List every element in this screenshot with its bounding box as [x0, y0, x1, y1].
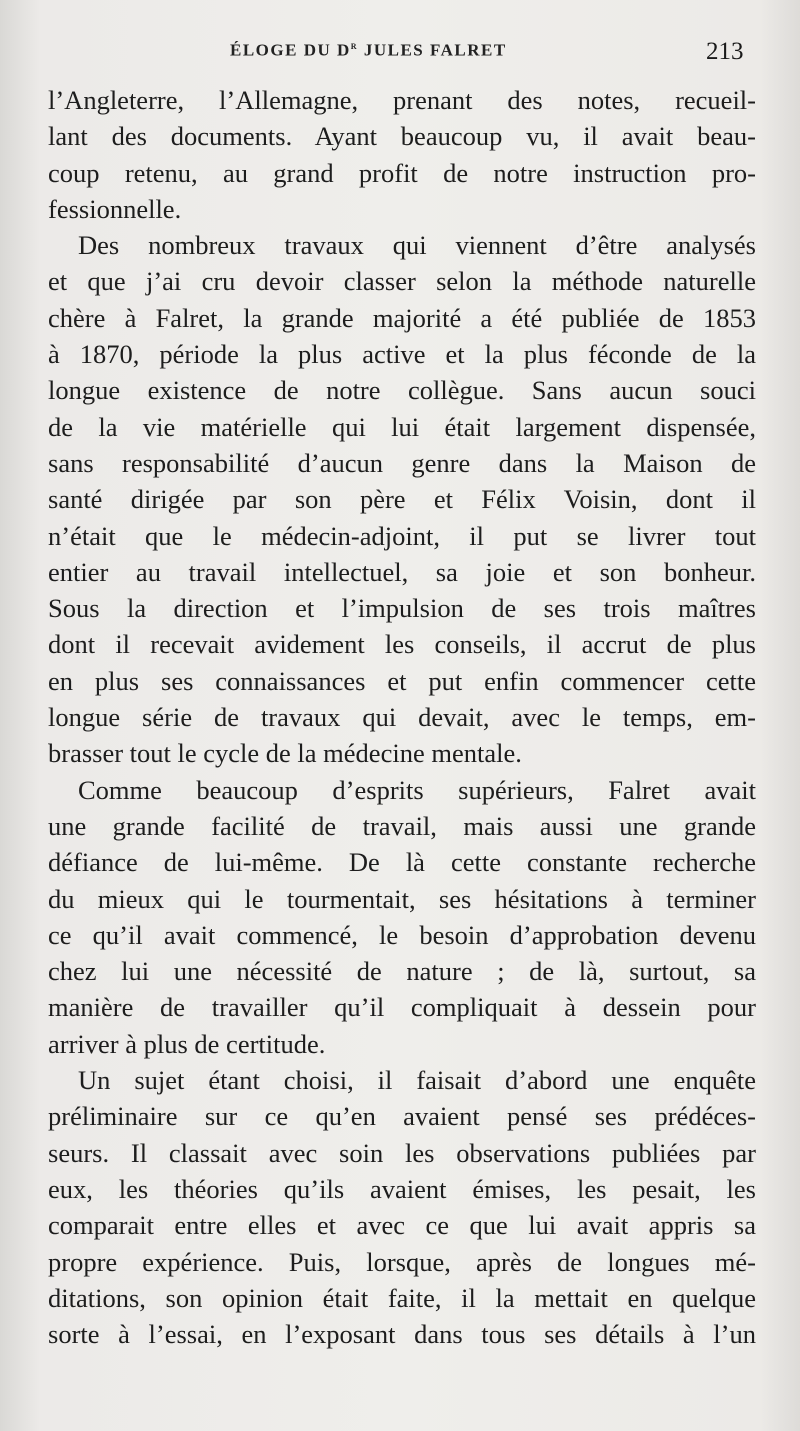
text-line: dont il recevait avidement les conseils, il accrut de plus — [48, 629, 756, 660]
text-line: propre expérience. Puis, lorsque, après de longues mé- — [48, 1246, 756, 1277]
text-line: fessionnelle. — [48, 193, 182, 224]
text-line: sans responsabilité d’aucun genre dans la Maison de — [48, 447, 756, 478]
text-line: et que j’ai cru devoir classer selon la méthode naturelle — [48, 266, 756, 297]
text-line: Des nombreux travaux qui viennent d’être analysés — [78, 230, 756, 261]
text-line: ditations, son opinion était faite, il la mettait en quelque — [48, 1282, 756, 1313]
text-line: manière de travailler qu’il compliquait à dessein pour — [48, 992, 756, 1023]
text-line: une grande facilité de travail, mais aussi une grande — [48, 810, 756, 841]
text-line: Un sujet étant choisi, il faisait d’abord une enquête — [78, 1065, 756, 1096]
text-line: l’Angleterre, l’Allemagne, prenant des notes, recueil- — [48, 85, 756, 115]
text-line: n’était que le médecin-adjoint, il put se livrer tout — [48, 520, 756, 551]
text-line: coup retenu, au grand profit de notre instruction pro- — [48, 157, 756, 188]
text-line: préliminaire sur ce qu’en avaient pensé ses prédéces- — [48, 1101, 756, 1132]
text-line: comparait entre elles et avec ce que lui avait appris sa — [48, 1210, 756, 1241]
text-line: seurs. Il classait avec soin les observations publiées par — [48, 1137, 756, 1168]
text-line: eux, les théories qu’ils avaient émises, les pesait, les — [48, 1173, 756, 1204]
running-head — [230, 40, 507, 61]
text-line: ce qu’il avait commencé, le besoin d’approbation devenu — [48, 919, 756, 950]
text-line: entier au travail intellectuel, sa joie et son bonheur. — [48, 556, 756, 587]
text-line: Comme beaucoup d’esprits supérieurs, Falret avait — [78, 774, 756, 805]
running-head-prefix: ÉLOGE DU D — [230, 40, 351, 60]
text-line: longue existence de notre collègue. Sans aucun souci — [48, 375, 756, 406]
text-line: Sous la direction et l’impulsion de ses trois maîtres — [48, 593, 756, 624]
text-line: chère à Falret, la grande majorité a été publiée de 1853 — [48, 302, 756, 333]
text-line: santé dirigée par son père et Félix Voisin, dont il — [48, 484, 756, 515]
body-text — [48, 82, 756, 1352]
text-line: à 1870, période la plus active et la plus féconde de la — [48, 339, 756, 370]
running-head-sup: r — [350, 40, 359, 52]
text-line: sorte à l’essai, en l’exposant dans tous ses détails à l’un — [48, 1319, 756, 1350]
running-head-suffix: JULES FALRET — [358, 40, 507, 60]
text-line: de la vie matérielle qui lui était largement dispensée, — [48, 411, 756, 442]
text-line: lant des documents. Ayant beaucoup vu, il avait beau- — [48, 121, 756, 152]
text-line: longue série de travaux qui devait, avec le temps, em- — [48, 702, 756, 733]
text-line: en plus ses connaissances et put enfin commencer cette — [48, 665, 756, 696]
text-line: défiance de lui-même. De là cette constante recherche — [48, 847, 756, 878]
text-line: chez lui une nécessité de nature ; de là, surtout, sa — [48, 956, 756, 987]
text-line: brasser tout le cycle de la médecine mentale. — [48, 738, 522, 769]
page-number: 213 — [706, 38, 744, 65]
text-line: arriver à plus de certitude. — [48, 1028, 326, 1059]
text-line: du mieux qui le tourmentait, ses hésitations à terminer — [48, 883, 756, 914]
